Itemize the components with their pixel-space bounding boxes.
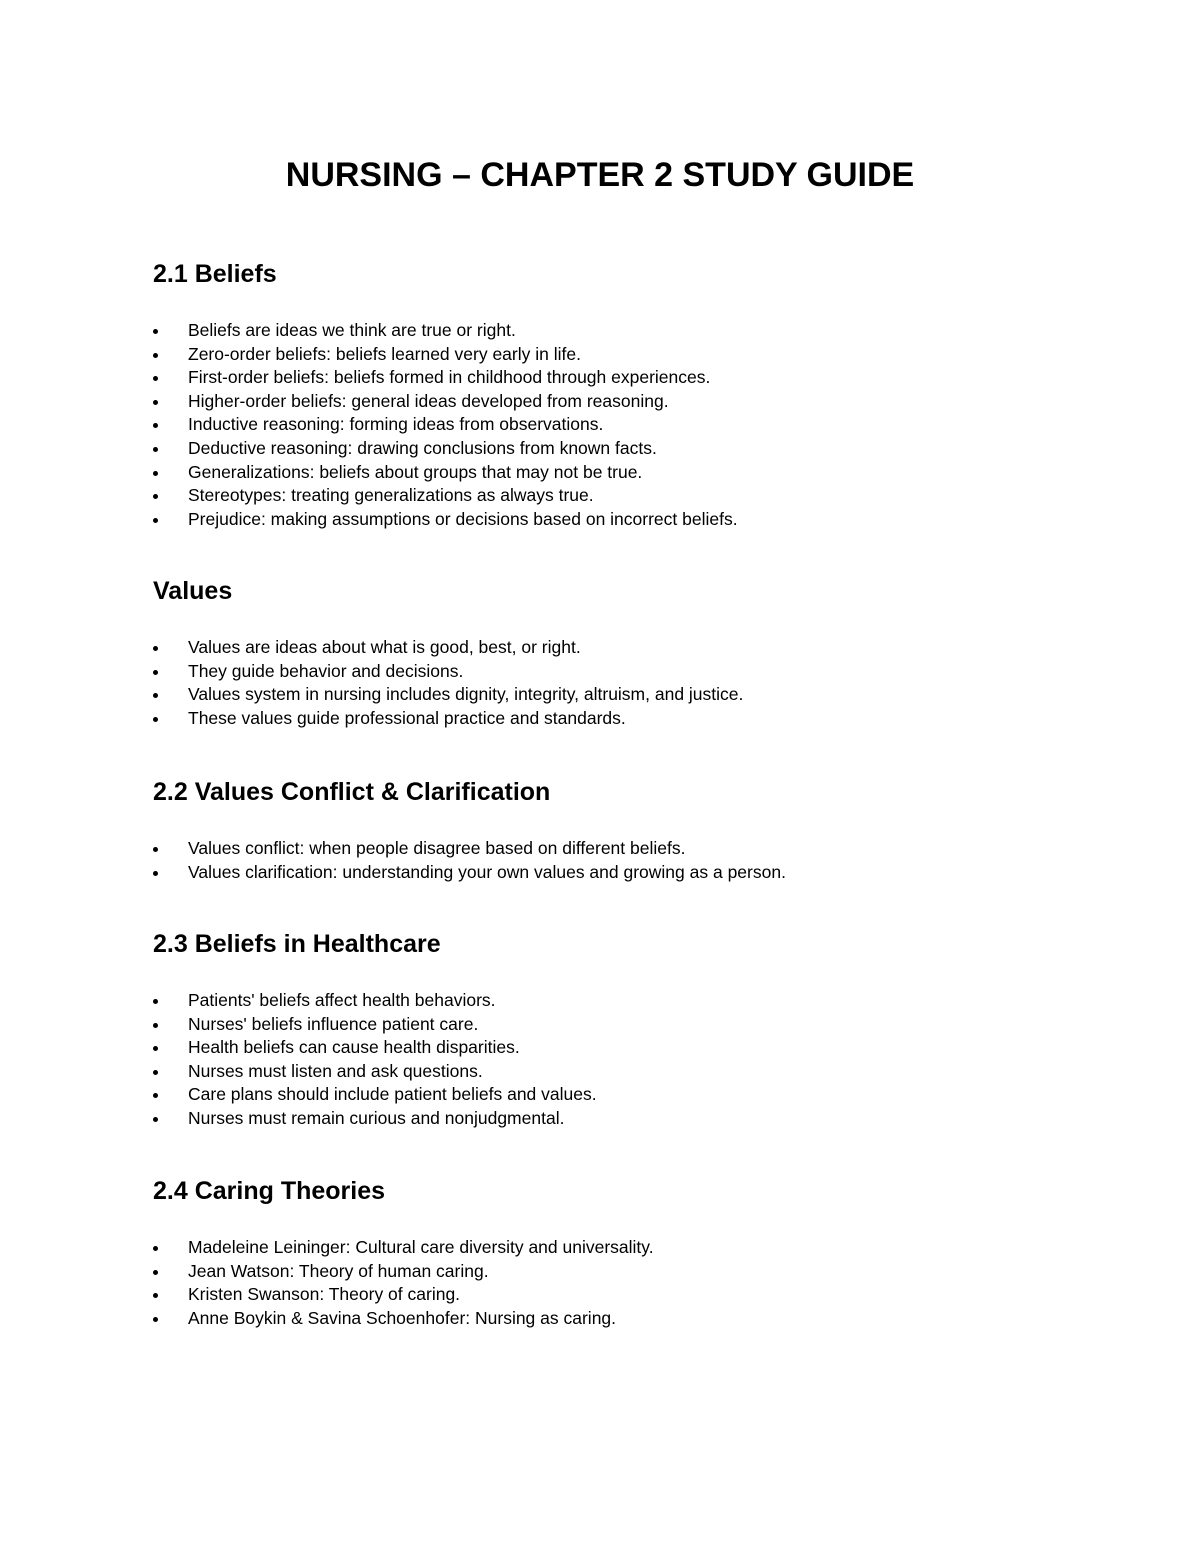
- section-values: [153, 575, 1053, 728]
- bullet-icon: [153, 423, 158, 428]
- list-item: [153, 390, 738, 414]
- list-item-text: Health beliefs can cause health disparities.: [188, 1037, 520, 1058]
- section-beliefs: [153, 258, 1053, 529]
- list-item: [153, 660, 743, 684]
- list-item: [153, 366, 738, 390]
- bullet-icon: [153, 1070, 158, 1075]
- bullet-icon: [153, 376, 158, 381]
- list-item: [153, 1283, 654, 1307]
- bullet-icon: [153, 1023, 158, 1028]
- list-item-text: Stereotypes: treating generalizations as always true.: [188, 485, 594, 506]
- list-item-text: Care plans should include patient beliefs and values.: [188, 1084, 597, 1105]
- list-item: [153, 319, 738, 343]
- section-heading: 2.2 Values Conflict & Clarification: [153, 778, 551, 806]
- list-item-text: Nurses must remain curious and nonjudgmental.: [188, 1107, 565, 1128]
- list-item-text: Zero-order beliefs: beliefs learned very early in life.: [188, 343, 581, 364]
- bullet-icon: [153, 1293, 158, 1298]
- list-item: [153, 484, 738, 508]
- bullet-icon: [153, 1046, 158, 1051]
- list-item-text: Deductive reasoning: drawing conclusions from known facts.: [188, 437, 657, 458]
- list-item: [153, 1060, 597, 1084]
- bullet-icon: [153, 1093, 158, 1098]
- section-heading: Values: [153, 577, 233, 605]
- bullet-icon: [153, 717, 158, 722]
- bullet-icon: [153, 518, 158, 523]
- list-item-text: Values clarification: understanding your own values and growing as a person.: [188, 861, 786, 882]
- list-item-text: First-order beliefs: beliefs formed in childhood through experiences.: [188, 367, 711, 388]
- list-item: [153, 989, 597, 1013]
- bullet-icon: [153, 494, 158, 499]
- list-item: [153, 437, 738, 461]
- list-item-text: Nurses' beliefs influence patient care.: [188, 1013, 479, 1034]
- list-item-text: Patients' beliefs affect health behaviors.: [188, 990, 496, 1010]
- list-item-text: Madeleine Leininger: Cultural care diversity and universality.: [188, 1237, 654, 1257]
- list-item: [153, 461, 738, 485]
- bullet-icon: [153, 847, 158, 852]
- list-item-text: Inductive reasoning: forming ideas from observations.: [188, 414, 604, 435]
- list-item-text: Prejudice: making assumptions or decisions based on incorrect beliefs.: [188, 508, 738, 529]
- section-heading: 2.4 Caring Theories: [153, 1177, 386, 1205]
- bullet-icon: [153, 353, 158, 358]
- bullet-list: [153, 1236, 654, 1330]
- section-heading: 2.1 Beliefs: [153, 260, 277, 288]
- list-item-text: Values system in nursing includes dignity, integrity, altruism, and justice.: [188, 684, 744, 705]
- bullet-icon: [153, 400, 158, 405]
- bullet-icon: [153, 471, 158, 476]
- bullet-icon: [153, 693, 158, 698]
- list-item: [153, 1036, 597, 1060]
- list-item-text: Generalizations: beliefs about groups that may not be true.: [188, 461, 643, 482]
- bullet-icon: [153, 1270, 158, 1275]
- list-item-text: Values are ideas about what is good, best, or right.: [188, 637, 581, 657]
- bullet-icon: [153, 670, 158, 675]
- list-item-text: These values guide professional practice and standards.: [188, 707, 626, 728]
- bullet-icon: [153, 871, 158, 876]
- bullet-icon: [153, 447, 158, 452]
- list-item-text: Kristen Swanson: Theory of caring.: [188, 1284, 461, 1305]
- bullet-list: [153, 989, 597, 1131]
- list-item-text: Jean Watson: Theory of human caring.: [188, 1260, 489, 1281]
- list-item: [153, 1107, 597, 1131]
- list-item-text: Nurses must listen and ask questions.: [188, 1060, 483, 1081]
- list-item: [153, 413, 738, 437]
- section-values-conflict: [153, 776, 1053, 882]
- list-item: [153, 707, 743, 731]
- section-caring-theories: [153, 1175, 1053, 1328]
- bullet-list: [153, 837, 786, 884]
- section-heading: 2.3 Beliefs in Healthcare: [153, 930, 441, 958]
- bullet-icon: [153, 329, 158, 334]
- list-item: [153, 636, 743, 660]
- section-beliefs-healthcare: [153, 928, 1053, 1128]
- bullet-list: [153, 319, 738, 531]
- list-item: [153, 1236, 654, 1260]
- list-item: [153, 1013, 597, 1037]
- list-item: [153, 837, 786, 861]
- list-item-text: Higher-order beliefs: general ideas developed from reasoning.: [188, 390, 669, 411]
- list-item-text: They guide behavior and decisions.: [188, 660, 464, 681]
- list-item-text: Values conflict: when people disagree based on different beliefs.: [188, 838, 686, 858]
- list-item: [153, 683, 743, 707]
- bullet-icon: [153, 1117, 158, 1122]
- list-item-text: Beliefs are ideas we think are true or right.: [188, 320, 516, 340]
- list-item: [153, 1260, 654, 1284]
- list-item: [153, 1307, 654, 1331]
- bullet-icon: [153, 1246, 158, 1251]
- list-item: [153, 508, 738, 532]
- list-item-text: Anne Boykin & Savina Schoenhofer: Nursing as caring.: [188, 1307, 617, 1328]
- list-item: [153, 1083, 597, 1107]
- bullet-list: [153, 636, 743, 730]
- bullet-icon: [153, 1317, 158, 1322]
- document-title: NURSING – CHAPTER 2 STUDY GUIDE: [285, 156, 915, 194]
- bullet-icon: [153, 646, 158, 651]
- list-item: [153, 861, 786, 885]
- list-item: [153, 343, 738, 367]
- bullet-icon: [153, 999, 158, 1004]
